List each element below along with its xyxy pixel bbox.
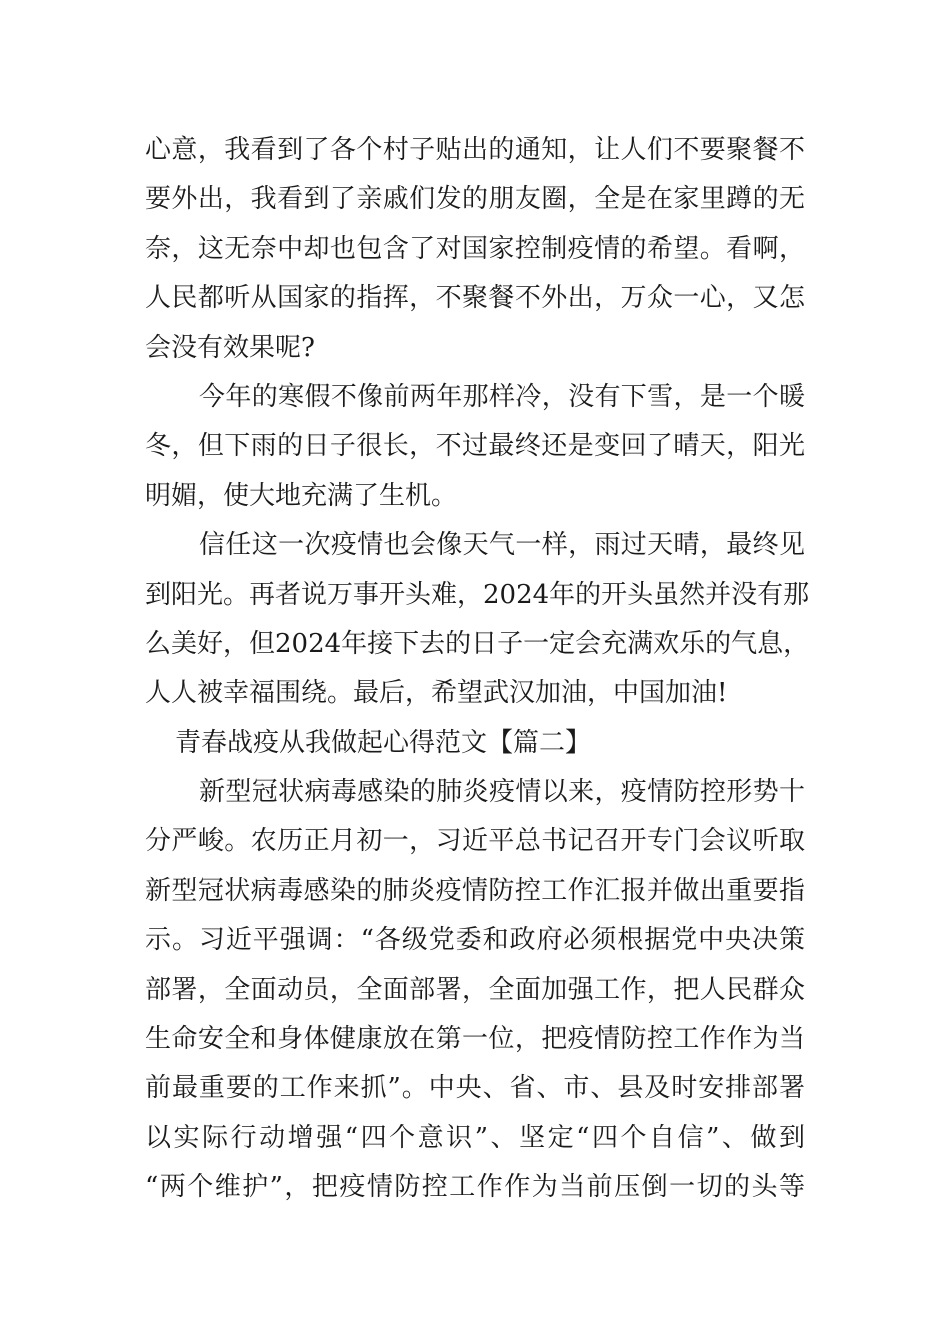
section-heading [145,719,805,768]
text-line: 奈，这无奈中却也包含了对国家控制疫情的希望。看啊， [145,233,805,264]
text-line: 心意，我看到了各个村子贴出的通知，让人们不要聚餐不 [145,135,805,165]
text-line: 新型冠状病毒感染的肺炎疫情防控工作汇报并做出重要指 [145,875,805,906]
text-line: 么美好，但2024年接下去的日子一定会充满欢乐的气息， [145,628,810,659]
text-line: “两个维护”，把疫情防控工作作为当前压倒一切的头等 [145,1172,805,1203]
paragraph-2 [145,373,805,521]
paragraph-4 [145,768,805,1213]
text-line: 信任这一次疫情也会像天气一样，雨过天晴，最终见 [199,530,805,561]
paragraph-1 [145,126,805,373]
text-line: 部署，全面动员，全面部署，全面加强工作，把人民群众 [145,974,805,1005]
text-line: 冬，但下雨的日子很长，不过最终还是变回了晴天，阳光 [145,431,805,462]
text-line: 人人被幸福围绕。最后，希望武汉加油，中国加油! [145,678,728,709]
text-line: 前最重要的工作来抓”。中央、省、市、县及时安排部署 [145,1073,805,1104]
text-line: 要外出，我看到了亲戚们发的朋友圈，全是在家里蹲的无 [145,184,805,215]
text-line: 人民都听从国家的指挥，不聚餐不外出，万众一心，又怎 [145,283,805,314]
document-body [145,126,810,1213]
text-line: 新型冠状病毒感染的肺炎疫情以来，疫情防控形势十 [199,777,805,808]
paragraph-3 [145,521,810,719]
text-line: 到阳光。再者说万事开头难，2024年的开头虽然并没有那 [145,579,810,610]
text-line: 会没有效果呢? [145,332,315,363]
text-line: 生命安全和身体健康放在第一位，把疫情防控工作作为当 [145,1024,805,1055]
text-line: 今年的寒假不像前两年那样冷，没有下雪，是一个暖 [199,381,805,412]
heading-text: 青春战疫从我做起心得范文【篇二】 [175,727,592,758]
text-line: 示。习近平强调：“各级党委和政府必须根据党中央决策 [145,925,805,956]
text-line: 明媚，使大地充满了生机。 [145,480,458,511]
text-line: 以实际行动增强“四个意识”、坚定“四个自信”、做到 [145,1122,805,1153]
text-line: 分严峻。农历正月初一，习近平总书记召开专门会议听取 [145,826,805,857]
